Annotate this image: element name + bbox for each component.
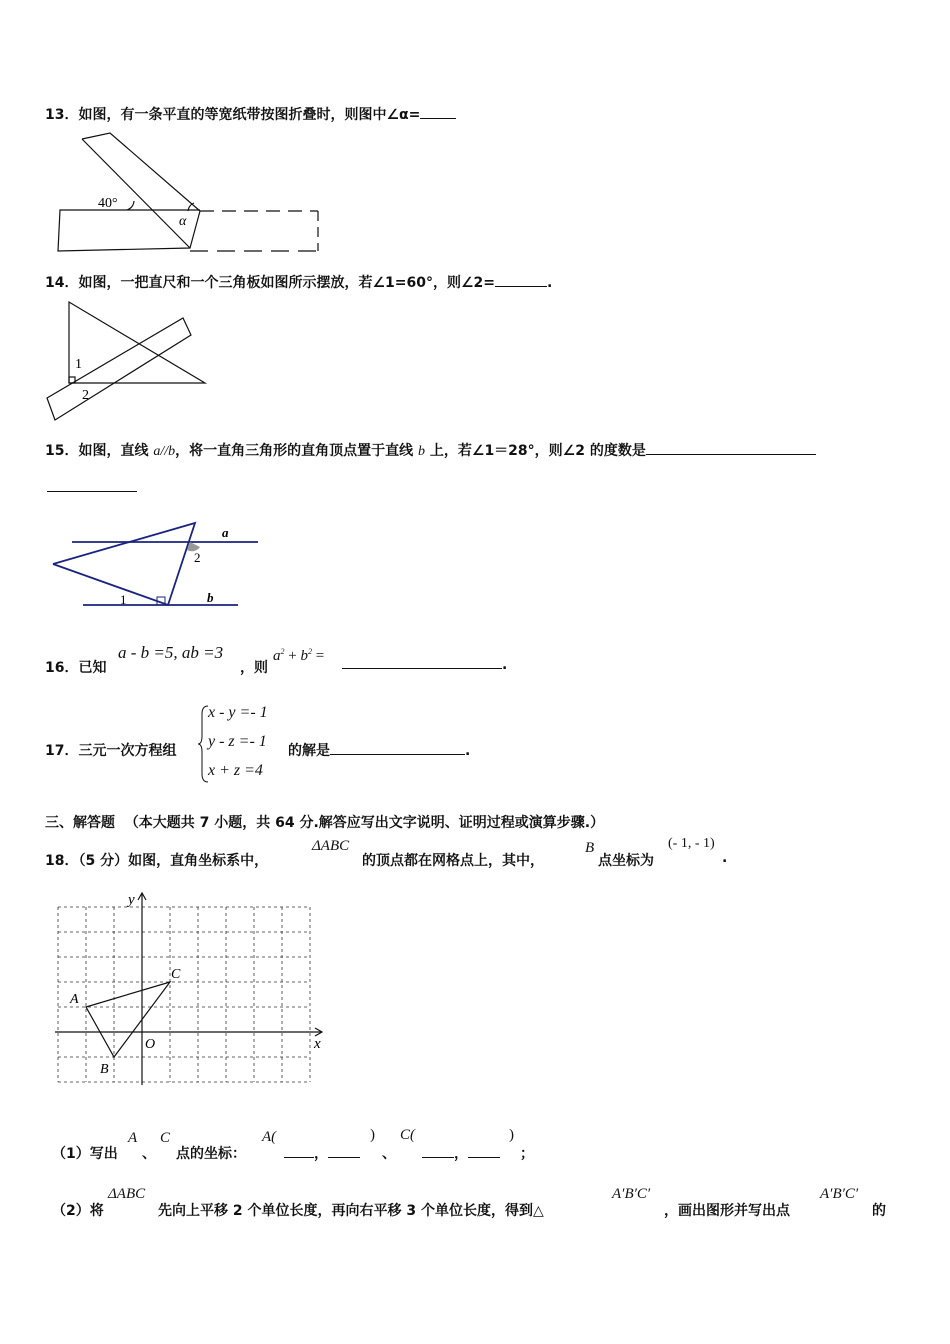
q15-text: 15．如图，直线 a//b，将一直角三角形的直角顶点置于直线 b 上，若∠1＝28°，则∠2 的度数是 — [45, 440, 816, 460]
q17-eq1: x - y =- 1 — [208, 704, 268, 721]
q16-answer-blank: . — [342, 657, 507, 673]
q18-1-end: ； — [520, 1146, 534, 1162]
q15-label-1: 1 — [120, 592, 127, 607]
q15-label-2: 2 — [194, 550, 201, 565]
q18-1-label: （1）写出 — [52, 1146, 118, 1162]
q18-text-2: 的顶点都在网格点上，其中， — [362, 853, 544, 869]
grid-label-c: C — [171, 967, 181, 982]
q17-label: 17．三元一次方程组 — [45, 743, 177, 759]
q17-answer: 的解是 . — [288, 743, 471, 759]
q15-label-a: a — [222, 525, 229, 540]
q18-2-label: （2）将 — [52, 1203, 104, 1219]
q18-end: . — [722, 850, 728, 866]
grid-label-b: B — [100, 1062, 109, 1077]
q13-figure — [55, 133, 325, 253]
grid-label-x: x — [314, 1036, 321, 1052]
q18-coordinate-grid — [55, 890, 330, 1090]
q15-blank-continued — [47, 480, 137, 496]
grid-label-origin: O — [145, 1037, 156, 1052]
q14-label-2: 2 — [82, 388, 89, 403]
q18-1-close-a: ) — [370, 1127, 375, 1143]
q16-expression: $a^2 + b^2$ = — [273, 647, 325, 664]
q15-label-b: b — [207, 590, 214, 605]
q18-2-triangle-prime: A′B′C′ — [612, 1186, 651, 1202]
q18-triangle: ΔABC — [312, 838, 350, 854]
q18-2-text: 先向上平移 2 个单位长度，再向右平移 3 个单位长度，得到△ — [158, 1203, 544, 1219]
q13-text: 13．如图，有一条平直的等宽纸带按图折叠时，则图中∠α= — [45, 104, 456, 124]
q18-1-blanks-a: ， — [284, 1143, 360, 1163]
q18-text-3: 点坐标为 — [598, 853, 654, 869]
q18-1-sep2: 、 — [382, 1146, 396, 1162]
q16-then: ，则 — [240, 660, 268, 676]
q15-figure — [50, 520, 265, 615]
q13-alpha-label: α — [179, 214, 187, 229]
q16-label: 16．已知 — [45, 660, 107, 676]
q18-1-point-a: A — [128, 1130, 138, 1146]
q14-label-1: 1 — [75, 357, 82, 372]
q18-2-triangle: ΔABC — [108, 1186, 146, 1202]
q18-text-1: 18．（5 分）如图，直角坐标系中， — [45, 853, 269, 869]
q13-angle-label: 40° — [98, 196, 118, 211]
q17-eq3: x + z =4 — [208, 762, 263, 779]
grid-label-a: A — [70, 992, 79, 1007]
q18-1-answer-c: C( — [400, 1127, 415, 1143]
q18-2-triangle-prime-2: A′B′C′ — [820, 1186, 859, 1202]
q18-1-sep: 、 — [142, 1146, 156, 1162]
q14-figure — [45, 300, 215, 425]
q18-1-text: 点的坐标： — [176, 1146, 246, 1162]
q14-text: 14．如图，一把直尺和一个三角板如图所示摆放，若∠1=60°，则∠2= . — [45, 275, 553, 291]
q16-condition: a - b =5, ab =3 — [118, 643, 224, 662]
section3-heading: 三、解答题 （本大题共 7 小题，共 64 分.解答应写出文字说明、证明过程或演算步骤.） — [45, 815, 605, 831]
q18-1-blanks-c: ， — [422, 1143, 500, 1163]
q18-1-point-c: C — [160, 1130, 171, 1146]
q17-eq2: y - z =- 1 — [208, 733, 267, 750]
q18-point-b: B — [585, 840, 595, 856]
grid-label-y: y — [128, 892, 135, 908]
q18-2-text-3: 的 — [872, 1203, 886, 1219]
q18-2-text-2: ，画出图形并写出点 — [664, 1203, 790, 1219]
q18-coord: (- 1, - 1) — [668, 836, 715, 851]
q18-1-close-c: ) — [509, 1127, 514, 1143]
q18-1-answer-a: A( — [262, 1129, 277, 1145]
